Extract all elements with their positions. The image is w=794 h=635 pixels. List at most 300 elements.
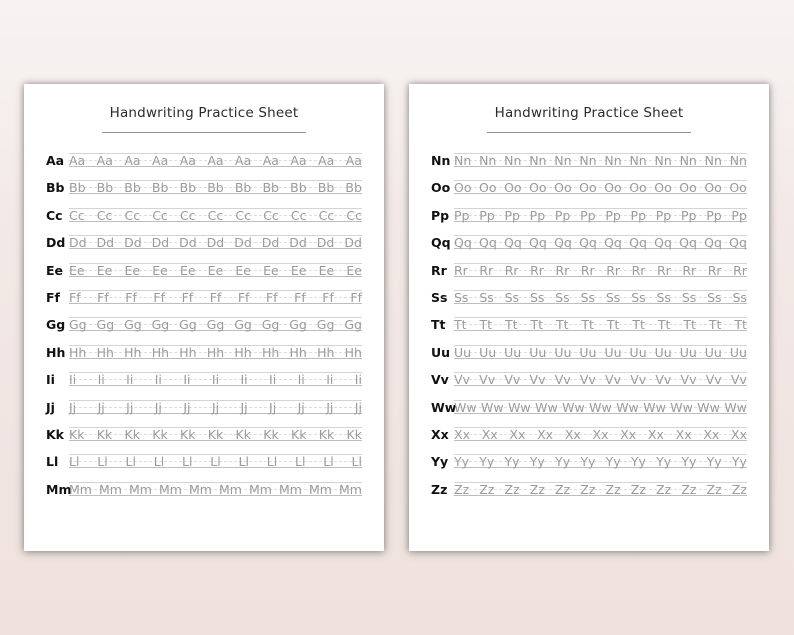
trace-letter: Jj: [183, 399, 191, 415]
trace-letter: Rr: [606, 262, 621, 278]
trace-letter: Jj: [240, 399, 248, 415]
trace-letter: Tt: [657, 317, 671, 333]
trace-letter: Ss: [656, 289, 671, 305]
trace-letter: Aa: [96, 153, 113, 168]
trace-letter: Bb: [290, 180, 307, 196]
trace-letter: Oo: [554, 180, 572, 196]
trace-letters: [454, 153, 747, 168]
trace-letter: Dd: [69, 235, 87, 251]
trace-letter: Ff: [209, 289, 222, 305]
trace-letter: Ee: [207, 262, 224, 278]
trace-letter: Xx: [731, 426, 747, 442]
letter-label: Yy: [431, 454, 449, 470]
trace-letter: Ww: [670, 399, 693, 415]
trace-letter: Kk: [69, 426, 85, 442]
trace-letter: Zz: [681, 481, 697, 497]
trace-letter: Ff: [237, 289, 250, 305]
trace-letters: [454, 290, 747, 305]
trace-letter: Rr: [555, 262, 570, 278]
letter-label: Bb: [46, 180, 65, 196]
trace-letter: Gg: [124, 317, 142, 333]
trace-letter: Mm: [159, 481, 182, 497]
letter-label: Ee: [46, 262, 64, 278]
trace-letter: Zz: [630, 481, 646, 497]
trace-letters: [454, 345, 747, 360]
trace-letter: Ee: [179, 262, 196, 278]
trace-letter: Mm: [99, 481, 122, 497]
trace-letter: Nn: [729, 153, 747, 168]
trace-letter: Ff: [265, 289, 278, 305]
trace-letter: Uu: [529, 344, 547, 360]
trace-letter: Vv: [655, 372, 672, 388]
trace-letter: Qq: [454, 235, 472, 251]
trace-letter: Rr: [479, 262, 494, 278]
trace-letter: Mm: [189, 481, 212, 497]
trace-letter: Ll: [153, 454, 165, 470]
trace-letter: Vv: [479, 372, 496, 388]
trace-letter: Ww: [535, 399, 558, 415]
trace-letter: Zz: [504, 481, 520, 497]
trace-letters: [454, 454, 747, 469]
trace-letter: Ii: [326, 372, 334, 388]
trace-letter: Nn: [554, 153, 572, 168]
trace-letter: Nn: [579, 153, 597, 168]
practice-sheet-right: [409, 84, 769, 551]
trace-letter: Bb: [317, 180, 335, 196]
trace-letter: Oo: [629, 180, 647, 196]
trace-letter: Cc: [318, 207, 335, 223]
trace-letter: Ll: [210, 454, 221, 470]
trace-letter: Ss: [732, 289, 747, 305]
trace-letter: Uu: [554, 344, 572, 360]
trace-letter: Aa: [207, 153, 224, 168]
trace-letter: Xx: [509, 426, 526, 442]
trace-letter: Uu: [654, 344, 672, 360]
letter-row: [409, 255, 769, 282]
title-underline: [102, 132, 306, 133]
trace-letter: Jj: [154, 399, 162, 415]
trace-letter: Gg: [234, 317, 252, 333]
trace-letter: Kk: [152, 426, 168, 442]
trace-letter: Tt: [454, 317, 467, 333]
trace-letter: Qq: [679, 235, 697, 251]
trace-letter: Tt: [479, 317, 493, 333]
trace-letter: Zz: [479, 481, 495, 497]
trace-letter: Nn: [604, 153, 622, 168]
trace-letter: Gg: [69, 317, 87, 333]
letter-label: Xx: [431, 426, 449, 442]
trace-letter: Aa: [345, 153, 362, 168]
trace-letter: Oo: [479, 180, 497, 196]
trace-letter: Kk: [291, 426, 307, 442]
trace-letter: Ii: [97, 372, 105, 388]
trace-letter: Jj: [354, 399, 362, 415]
trace-letter: Ww: [481, 399, 504, 415]
trace-letter: Ss: [681, 289, 697, 305]
trace-letter: Jj: [326, 399, 334, 415]
trace-letter: Kk: [180, 426, 196, 442]
trace-letters: [69, 235, 362, 250]
trace-letter: Gg: [151, 317, 170, 333]
trace-letter: Uu: [504, 344, 522, 360]
trace-letter: Aa: [152, 153, 169, 168]
trace-letter: Jj: [97, 399, 105, 415]
trace-letter: Mm: [69, 481, 92, 497]
trace-letter: Yy: [706, 454, 722, 470]
trace-letter: Pp: [630, 207, 647, 223]
trace-letter: Hh: [289, 344, 307, 360]
trace-letter: Cc: [179, 207, 196, 223]
trace-letter: Ii: [126, 372, 134, 388]
letter-label: Pp: [431, 207, 450, 223]
trace-letter: Ff: [181, 289, 194, 305]
trace-letter: Vv: [554, 372, 571, 388]
trace-letter: Yy: [504, 454, 520, 470]
trace-letter: Qq: [654, 235, 672, 251]
trace-letter: Jj: [297, 399, 305, 415]
letter-label: Zz: [431, 481, 448, 497]
trace-letter: Tt: [632, 317, 645, 333]
trace-letter: Uu: [729, 344, 747, 360]
trace-letter: Ff: [125, 289, 137, 305]
trace-letter: Ii: [211, 372, 220, 388]
letter-row: [24, 337, 384, 364]
trace-letter: Vv: [730, 372, 747, 388]
trace-letter: Mm: [129, 481, 152, 497]
trace-letter: Cc: [346, 207, 362, 223]
letter-label: Dd: [46, 235, 66, 251]
trace-letter: Oo: [729, 180, 747, 196]
letter-label: Tt: [431, 317, 446, 333]
trace-letter: Yy: [605, 454, 621, 470]
trace-letter: Qq: [554, 235, 572, 251]
trace-letter: Ss: [707, 289, 722, 305]
letter-row: [24, 419, 384, 446]
trace-letter: Ww: [508, 399, 531, 415]
trace-letter: Kk: [207, 426, 224, 442]
letter-row: [409, 474, 769, 501]
trace-letter: Jj: [126, 399, 134, 415]
trace-letter: Yy: [656, 454, 672, 470]
trace-letter: Zz: [529, 481, 545, 497]
trace-letter: Uu: [679, 344, 697, 360]
trace-letter: Xx: [675, 426, 692, 442]
trace-letter: Zz: [706, 481, 722, 497]
trace-letter: Oo: [704, 180, 722, 196]
letter-label: Hh: [46, 344, 66, 360]
trace-letter: Qq: [729, 235, 747, 251]
trace-letter: Xx: [454, 426, 470, 442]
trace-letter: Vv: [504, 372, 521, 388]
trace-letter: Vv: [680, 372, 697, 388]
trace-letter: Hh: [96, 344, 114, 360]
trace-letter: Bb: [345, 180, 362, 196]
trace-letter: Pp: [554, 207, 571, 223]
trace-letter: Rr: [657, 262, 671, 278]
letter-row: [409, 446, 769, 473]
trace-letter: Xx: [537, 426, 554, 442]
trace-letter: Kk: [96, 426, 113, 442]
trace-letter: Ee: [346, 262, 362, 278]
trace-letter: Bb: [234, 180, 252, 196]
trace-letter: Ff: [97, 289, 109, 305]
trace-letter: Pp: [454, 207, 470, 223]
letter-row: [24, 282, 384, 309]
letter-row: [24, 172, 384, 199]
trace-letter: Dd: [124, 235, 142, 251]
trace-letter: Rr: [682, 262, 697, 278]
trace-letters: [69, 372, 362, 387]
trace-letter: Oo: [579, 180, 597, 196]
trace-letter: Vv: [454, 372, 470, 388]
trace-letter: Mm: [309, 481, 332, 497]
title-underline: [487, 132, 691, 133]
trace-letter: Ww: [589, 399, 612, 415]
letter-row: [24, 255, 384, 282]
trace-letter: Aa: [235, 153, 252, 168]
trace-letters: [454, 208, 747, 223]
trace-letter: Oo: [454, 180, 472, 196]
trace-letter: Kk: [346, 426, 362, 442]
trace-letter: Oo: [604, 180, 622, 196]
trace-letter: Pp: [731, 207, 747, 223]
trace-letter: Ww: [454, 399, 477, 415]
trace-letter: Ss: [555, 289, 570, 305]
trace-letter: Kk: [235, 426, 251, 442]
trace-letter: Pp: [680, 207, 697, 223]
trace-letter: Ww: [643, 399, 666, 415]
trace-letter: Uu: [604, 344, 622, 360]
trace-letter: Bb: [262, 180, 279, 196]
trace-letter: Tt: [555, 317, 569, 333]
trace-letter: Yy: [630, 454, 646, 470]
trace-letter: Ww: [724, 399, 747, 415]
trace-letter: Zz: [605, 481, 621, 497]
trace-letter: Qq: [504, 235, 522, 251]
letter-label: Jj: [46, 399, 55, 415]
letter-label: Ss: [431, 289, 448, 305]
trace-letter: Jj: [211, 399, 220, 415]
trace-letter: Rr: [631, 262, 646, 278]
trace-letter: Nn: [679, 153, 697, 168]
trace-letter: Hh: [344, 344, 362, 360]
trace-letter: Ss: [454, 289, 469, 305]
letter-row: [24, 446, 384, 473]
letter-row: [24, 392, 384, 419]
trace-letter: Oo: [679, 180, 697, 196]
trace-letter: Yy: [529, 454, 545, 470]
trace-letter: Hh: [317, 344, 335, 360]
letter-row: [409, 200, 769, 227]
trace-letter: Ss: [529, 289, 545, 305]
trace-letter: Rr: [707, 262, 722, 278]
trace-letter: Qq: [629, 235, 647, 251]
trace-letter: Pp: [655, 207, 672, 223]
trace-letter: Nn: [504, 153, 522, 168]
trace-letter: Gg: [96, 317, 115, 333]
trace-letter: Dd: [179, 235, 197, 251]
trace-letter: Ww: [697, 399, 720, 415]
trace-letter: Yy: [555, 454, 571, 470]
trace-letter: Gg: [261, 317, 280, 333]
trace-letter: Gg: [179, 317, 197, 333]
trace-letter: Ll: [351, 454, 362, 470]
letter-row: [409, 227, 769, 254]
trace-letter: Bb: [96, 180, 114, 196]
trace-letter: Vv: [630, 372, 647, 388]
trace-letter: Zz: [731, 481, 747, 497]
trace-letter: Kk: [263, 426, 279, 442]
trace-letter: Dd: [261, 235, 280, 251]
trace-letter: Pp: [529, 207, 546, 223]
letter-label: Mm: [46, 481, 72, 497]
trace-letter: Ss: [504, 289, 520, 305]
trace-letter: Cc: [69, 207, 85, 223]
letter-label: Ff: [46, 289, 60, 305]
letter-label: Uu: [431, 344, 451, 360]
trace-letters: [69, 317, 362, 332]
trace-letter: Mm: [249, 481, 272, 497]
trace-letter: Zz: [555, 481, 571, 497]
trace-letter: Bb: [151, 180, 169, 196]
letter-row: [409, 337, 769, 364]
trace-letters: [454, 482, 747, 497]
trace-letter: Xx: [564, 426, 581, 442]
trace-letter: Cc: [207, 207, 224, 223]
trace-letter: Uu: [454, 344, 472, 360]
trace-letter: Uu: [704, 344, 722, 360]
trace-letter: Cc: [235, 207, 252, 223]
trace-letter: Aa: [124, 153, 141, 168]
trace-letter: Aa: [262, 153, 279, 168]
letter-rows: [24, 145, 384, 501]
trace-letter: Pp: [706, 207, 722, 223]
trace-letter: Ll: [238, 454, 249, 470]
trace-letter: Aa: [179, 153, 196, 168]
trace-letter: Tt: [734, 317, 747, 333]
trace-letter: Bb: [179, 180, 197, 196]
trace-letter: Pp: [580, 207, 596, 223]
trace-letter: Aa: [290, 153, 307, 168]
letter-label: Ll: [46, 454, 59, 470]
practice-sheet-left: [24, 84, 384, 551]
trace-letter: Rr: [530, 262, 544, 278]
trace-letter: Qq: [604, 235, 622, 251]
trace-letter: Dd: [316, 235, 335, 251]
letter-label: Ii: [46, 372, 55, 388]
letter-label: Nn: [431, 153, 451, 168]
letter-row: [24, 145, 384, 172]
trace-letter: Ee: [318, 262, 335, 278]
trace-letters: [69, 345, 362, 360]
trace-letter: Dd: [289, 235, 307, 251]
letter-row: [409, 419, 769, 446]
trace-letter: Rr: [504, 262, 519, 278]
trace-letter: Tt: [504, 317, 518, 333]
letter-row: [409, 145, 769, 172]
trace-letter: Ll: [125, 454, 136, 470]
trace-letters: [454, 317, 747, 332]
trace-letter: Ee: [152, 262, 168, 278]
trace-letter: Yy: [681, 454, 697, 470]
sheet-title: Handwriting Practice Sheet: [494, 105, 684, 121]
trace-letter: Dd: [206, 235, 225, 251]
letter-row: [409, 392, 769, 419]
trace-letters: [69, 427, 362, 442]
trace-letter: Hh: [124, 344, 142, 360]
trace-letter: Ss: [605, 289, 621, 305]
trace-letter: Cc: [96, 207, 113, 223]
trace-letter: Xx: [592, 426, 609, 442]
trace-letter: Hh: [179, 344, 197, 360]
trace-letter: Zz: [656, 481, 672, 497]
trace-letter: Pp: [479, 207, 495, 223]
trace-letter: Mm: [339, 481, 362, 497]
trace-letter: Kk: [318, 426, 335, 442]
trace-letter: Jj: [269, 399, 277, 415]
trace-letter: Hh: [69, 344, 87, 360]
trace-letter: Ll: [266, 454, 278, 470]
trace-letter: Rr: [580, 262, 595, 278]
trace-letter: Oo: [529, 180, 547, 196]
letter-row: [24, 309, 384, 336]
trace-letter: Ii: [154, 372, 162, 388]
trace-letter: Ii: [69, 372, 77, 388]
trace-letter: Dd: [96, 235, 115, 251]
sheet-title: Handwriting Practice Sheet: [109, 105, 299, 121]
trace-letters: [69, 454, 362, 469]
trace-letter: Ss: [479, 289, 494, 305]
letter-row: [409, 172, 769, 199]
trace-letters: [454, 427, 747, 442]
letter-label: Rr: [431, 262, 447, 278]
letter-row: [24, 200, 384, 227]
trace-letter: Mm: [219, 481, 242, 497]
trace-letter: Yy: [454, 454, 470, 470]
trace-letter: Ee: [263, 262, 279, 278]
trace-letter: Tt: [581, 317, 594, 333]
trace-letters: [454, 400, 747, 415]
trace-letter: Vv: [579, 372, 596, 388]
trace-letter: Zz: [580, 481, 596, 497]
trace-letter: Rr: [733, 262, 747, 278]
trace-letters: [454, 263, 747, 278]
trace-letter: Nn: [704, 153, 722, 168]
trace-letter: Cc: [152, 207, 168, 223]
trace-letter: Tt: [683, 317, 696, 333]
trace-letter: Ll: [182, 454, 193, 470]
trace-letter: Bb: [69, 180, 86, 196]
trace-letter: Ee: [96, 262, 113, 278]
trace-letters: [454, 372, 747, 387]
trace-letter: Xx: [647, 426, 664, 442]
trace-letter: Ee: [235, 262, 251, 278]
trace-letters: [69, 263, 362, 278]
trace-letter: Qq: [479, 235, 497, 251]
trace-letter: Dd: [234, 235, 252, 251]
trace-letter: Aa: [69, 153, 86, 168]
trace-letter: Ee: [69, 262, 85, 278]
letter-label: Ww: [431, 399, 457, 415]
trace-letter: Cc: [263, 207, 279, 223]
trace-letter: Ff: [153, 289, 166, 305]
trace-letter: Gg: [344, 317, 362, 333]
trace-letter: Ll: [295, 454, 306, 470]
trace-letters: [454, 235, 747, 250]
trace-letters: [69, 180, 362, 195]
trace-letter: Ee: [290, 262, 307, 278]
trace-letter: Oo: [504, 180, 522, 196]
